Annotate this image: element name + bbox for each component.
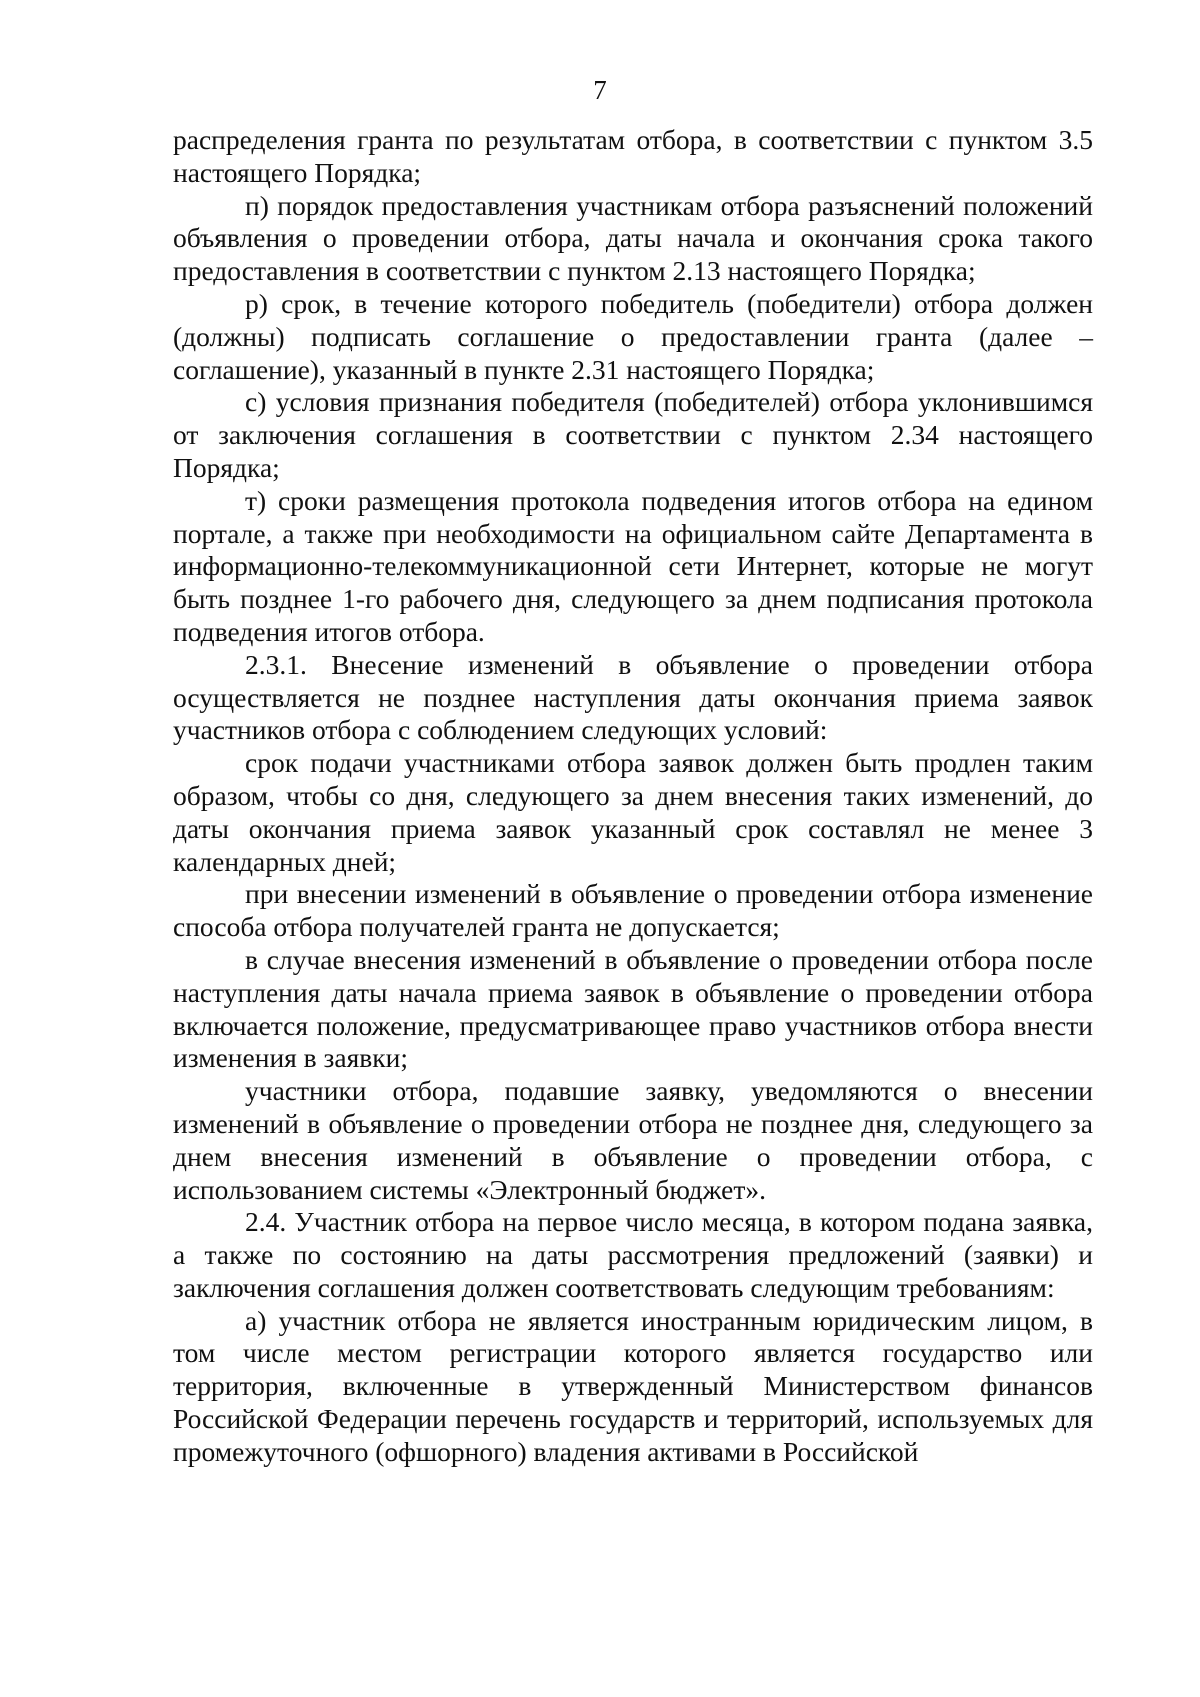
paragraph-item-t: т) сроки размещения протокола подведения итогов отбора на едином портале, а также при необходимости на официальном сайте Департамента в информационно-телекоммуникационной сети Интернет, которые не могут быть позднее 1-го рабочего дня, следующего за днем подписания протокола подведения итогов отбора. bbox=[173, 484, 1093, 647]
paragraph-item-s: с) условия признания победителя (победителей) отбора уклонившимся от заключения соглашения в соответствии с пунктом 2.34 настоящего Порядка; bbox=[173, 386, 1093, 483]
document-body bbox=[173, 124, 1093, 1469]
page-number: 7 bbox=[593, 75, 607, 105]
paragraph-condition-3: в случае внесения изменений в объявление о проведении отбора после наступления даты начала приема заявок в объявление о проведении отбора включается положение, предусматривающее право участников отбора внести изменения в заявки; bbox=[173, 943, 1093, 1074]
paragraph-condition-4: участники отбора, подавшие заявку, уведомляются о внесении изменений в объявление о проведении отбора не позднее дня, следующего за днем внесения изменений в объявление о проведении отбора, с использованием системы «Электронный бюджет». bbox=[173, 1075, 1093, 1205]
paragraph-item-r: р) срок, в течение которого победитель (победители) отбора должен (должны) подписать соглашение о предоставлении гранта (далее – соглашение), указанный в пункте 2.31 настоящего Порядка; bbox=[173, 287, 1093, 385]
paragraph-condition-1: срок подачи участниками отбора заявок должен быть продлен таким образом, чтобы со дня, следующего за днем внесения таких изменений, до даты окончания приема заявок указанный срок составлял не менее 3 календарных дней; bbox=[173, 747, 1093, 877]
paragraph-item-p: п) порядок предоставления участникам отбора разъяснений положений объявления о проведении отбора, даты начала и окончания срока такого предоставления в соответствии с пунктом 2.13 настоящего Порядка; bbox=[173, 189, 1093, 287]
paragraph-2-4: 2.4. Участник отбора на первое число месяца, в котором подана заявка, а также по состоянию на даты рассмотрения предложений (заявки) и заключения соглашения должен соответствовать следующим требованиям: bbox=[173, 1206, 1093, 1303]
paragraph-item-a: а) участник отбора не является иностранным юридическим лицом, в том числе местом регистрации которого является государство или территория, включенные в утвержденный Министерством финансов Российской Федерации перечень государств и территорий, используемых для промежуточного (офшорного) владения активами в Российской bbox=[173, 1304, 1093, 1467]
paragraph-continuation: распределения гранта по результатам отбора, в соответствии с пунктом 3.5 настоящего Порядка; bbox=[173, 124, 1093, 188]
paragraph-condition-2: при внесении изменений в объявление о проведении отбора изменение способа отбора получателей гранта не допускается; bbox=[173, 878, 1093, 943]
paragraph-2-3-1: 2.3.1. Внесение изменений в объявление о проведении отбора осуществляется не позднее наступления даты окончания приема заявок участников отбора с соблюдением следующих условий: bbox=[173, 648, 1093, 746]
